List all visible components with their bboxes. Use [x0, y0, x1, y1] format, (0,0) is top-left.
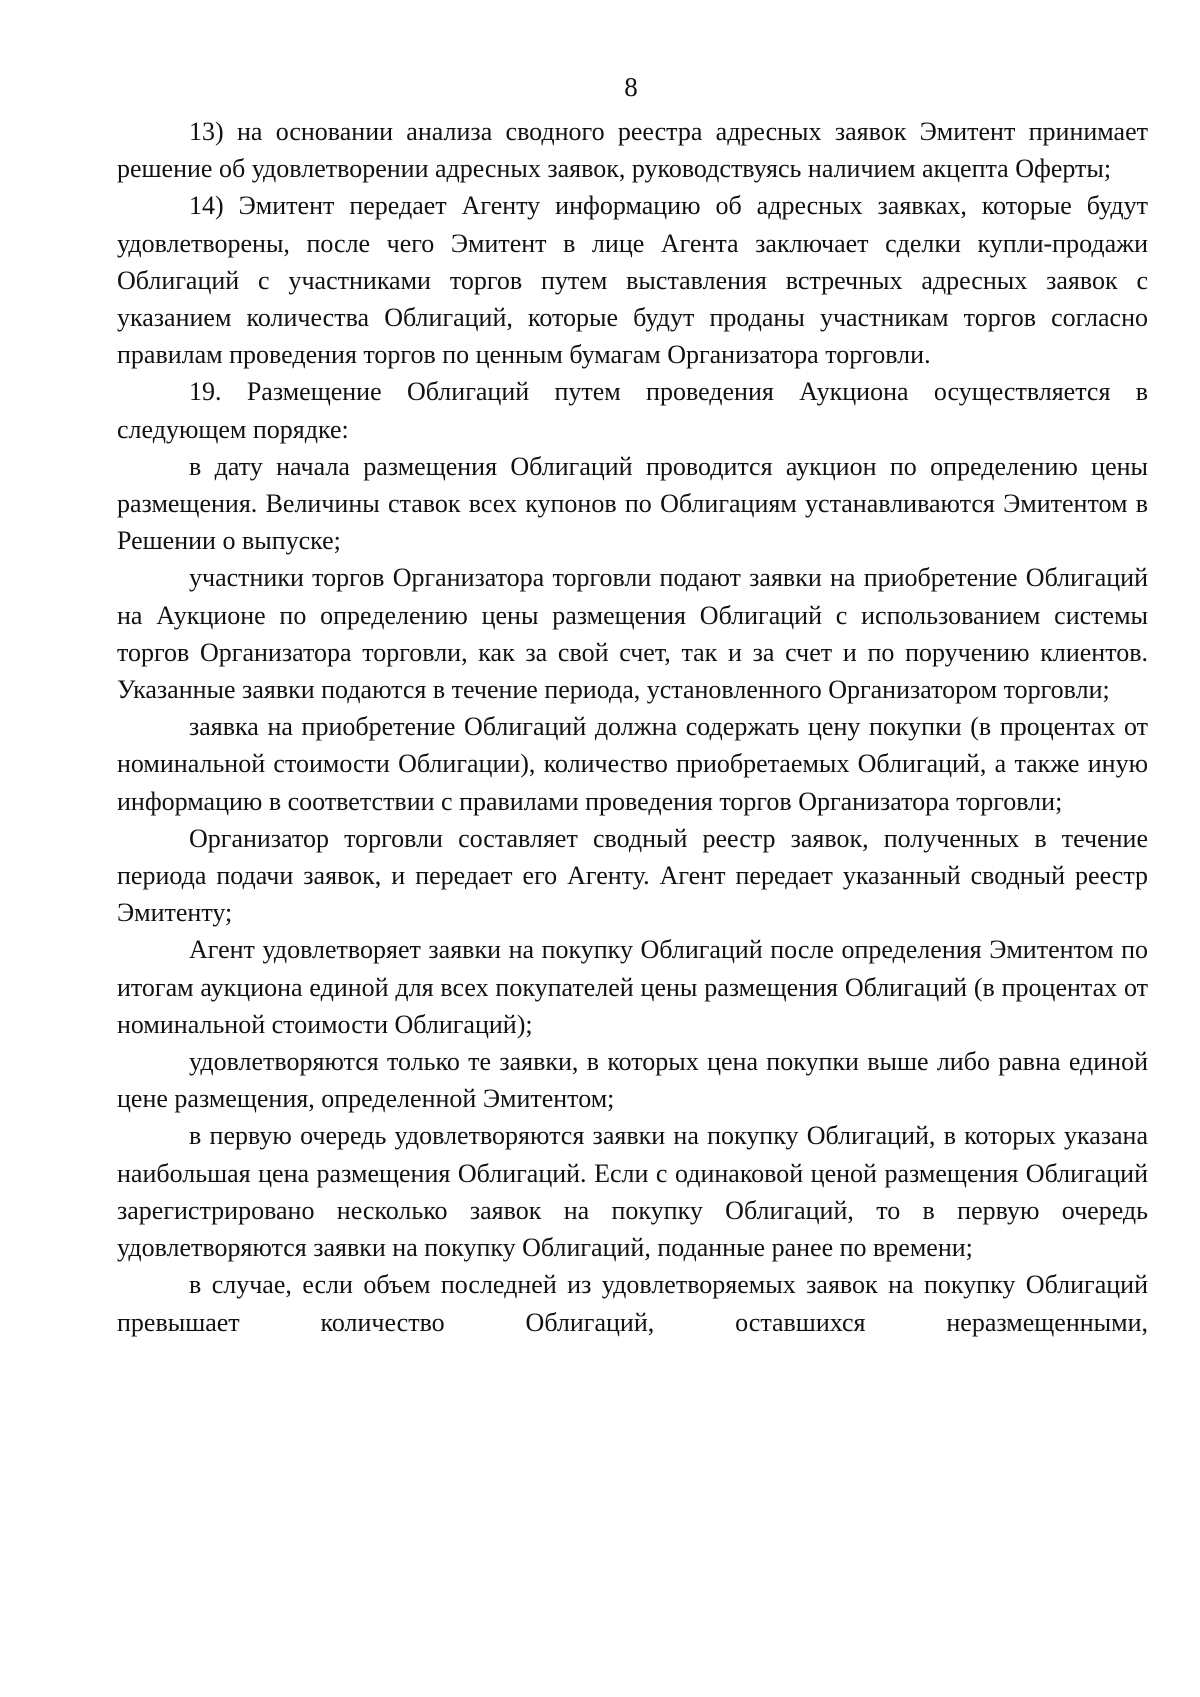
paragraph-section-19: 19. Размещение Облигаций путем проведения Аукциона осуществляется в следующем порядке: [117, 377, 1148, 444]
paragraph-last-bid: в случае, если объем последней из удовлетворяемых заявок на покупку Облигаций превышает количество Облигаций, оставшихся неразмещенными, [117, 1270, 1148, 1337]
paragraph-priority: в первую очередь удовлетворяются заявки на покупку Облигаций, в которых указана наибольшая цена размещения Облигаций. Если с одинаковой ценой размещения Облигаций зарегистрировано несколько заявок на покупку Облигаций, то в первую очередь удовлетворяются заявки на покупку Облигаций, поданные ранее по времени; [117, 1121, 1148, 1263]
document-body [117, 113, 1148, 1341]
paragraph-price-condition: удовлетворяются только те заявки, в которых цена покупки выше либо равна единой цене размещения, определенной Эмитентом; [117, 1047, 1148, 1114]
paragraph-bid-content: заявка на приобретение Облигаций должна содержать цену покупки (в процентах от номинальной стоимости Облигации), количество приобретаемых Облигаций, а также иную информацию в соответствии с правилами проведения торгов Организатора торговли; [117, 712, 1148, 816]
paragraph-register: Организатор торговли составляет сводный реестр заявок, полученных в течение периода подачи заявок, и передает его Агенту. Агент передает указанный сводный реестр Эмитенту; [117, 823, 1148, 928]
paragraph-agent-satisfies: Агент удовлетворяет заявки на покупку Облигаций после определения Эмитентом по итогам аукциона единой для всех покупателей цены размещения Облигаций (в процентах от номинальной стоимости Облигаций); [117, 935, 1148, 1039]
page-number: 8 [624, 72, 638, 102]
paragraph-participants-bids: участники торгов Организатора торговли подают заявки на приобретение Облигаций на Аукционе по определению цены размещения Облигаций с использованием системы торгов Организатора торговли, как за свой счет, так и за счет и по поручению клиентов. Указанные заявки подаются в течение периода, установленного Организатором торговли; [117, 563, 1148, 705]
paragraph-auction-date: в дату начала размещения Облигаций проводится аукцион по определению цены размещения. Величины ставок всех купонов по Облигациям устанавливаются Эмитентом в Решении о выпуске; [117, 451, 1148, 556]
paragraph-item-14: 14) Эмитент передает Агенту информацию об адресных заявках, которые будут удовлетворены, после чего Эмитент в лице Агента заключает сделки купли-продажи Облигаций с участниками торгов путем выставления встречных адресных заявок с указанием количества Облигаций, которые будут проданы участникам торгов согласно правилам проведения торгов по ценным бумагам Организатора торговли. [117, 191, 1148, 370]
paragraph-item-13: 13) на основании анализа сводного реестра адресных заявок Эмитент принимает решение об удовлетворении адресных заявок, руководствуясь наличием акцепта Оферты; [117, 117, 1148, 184]
